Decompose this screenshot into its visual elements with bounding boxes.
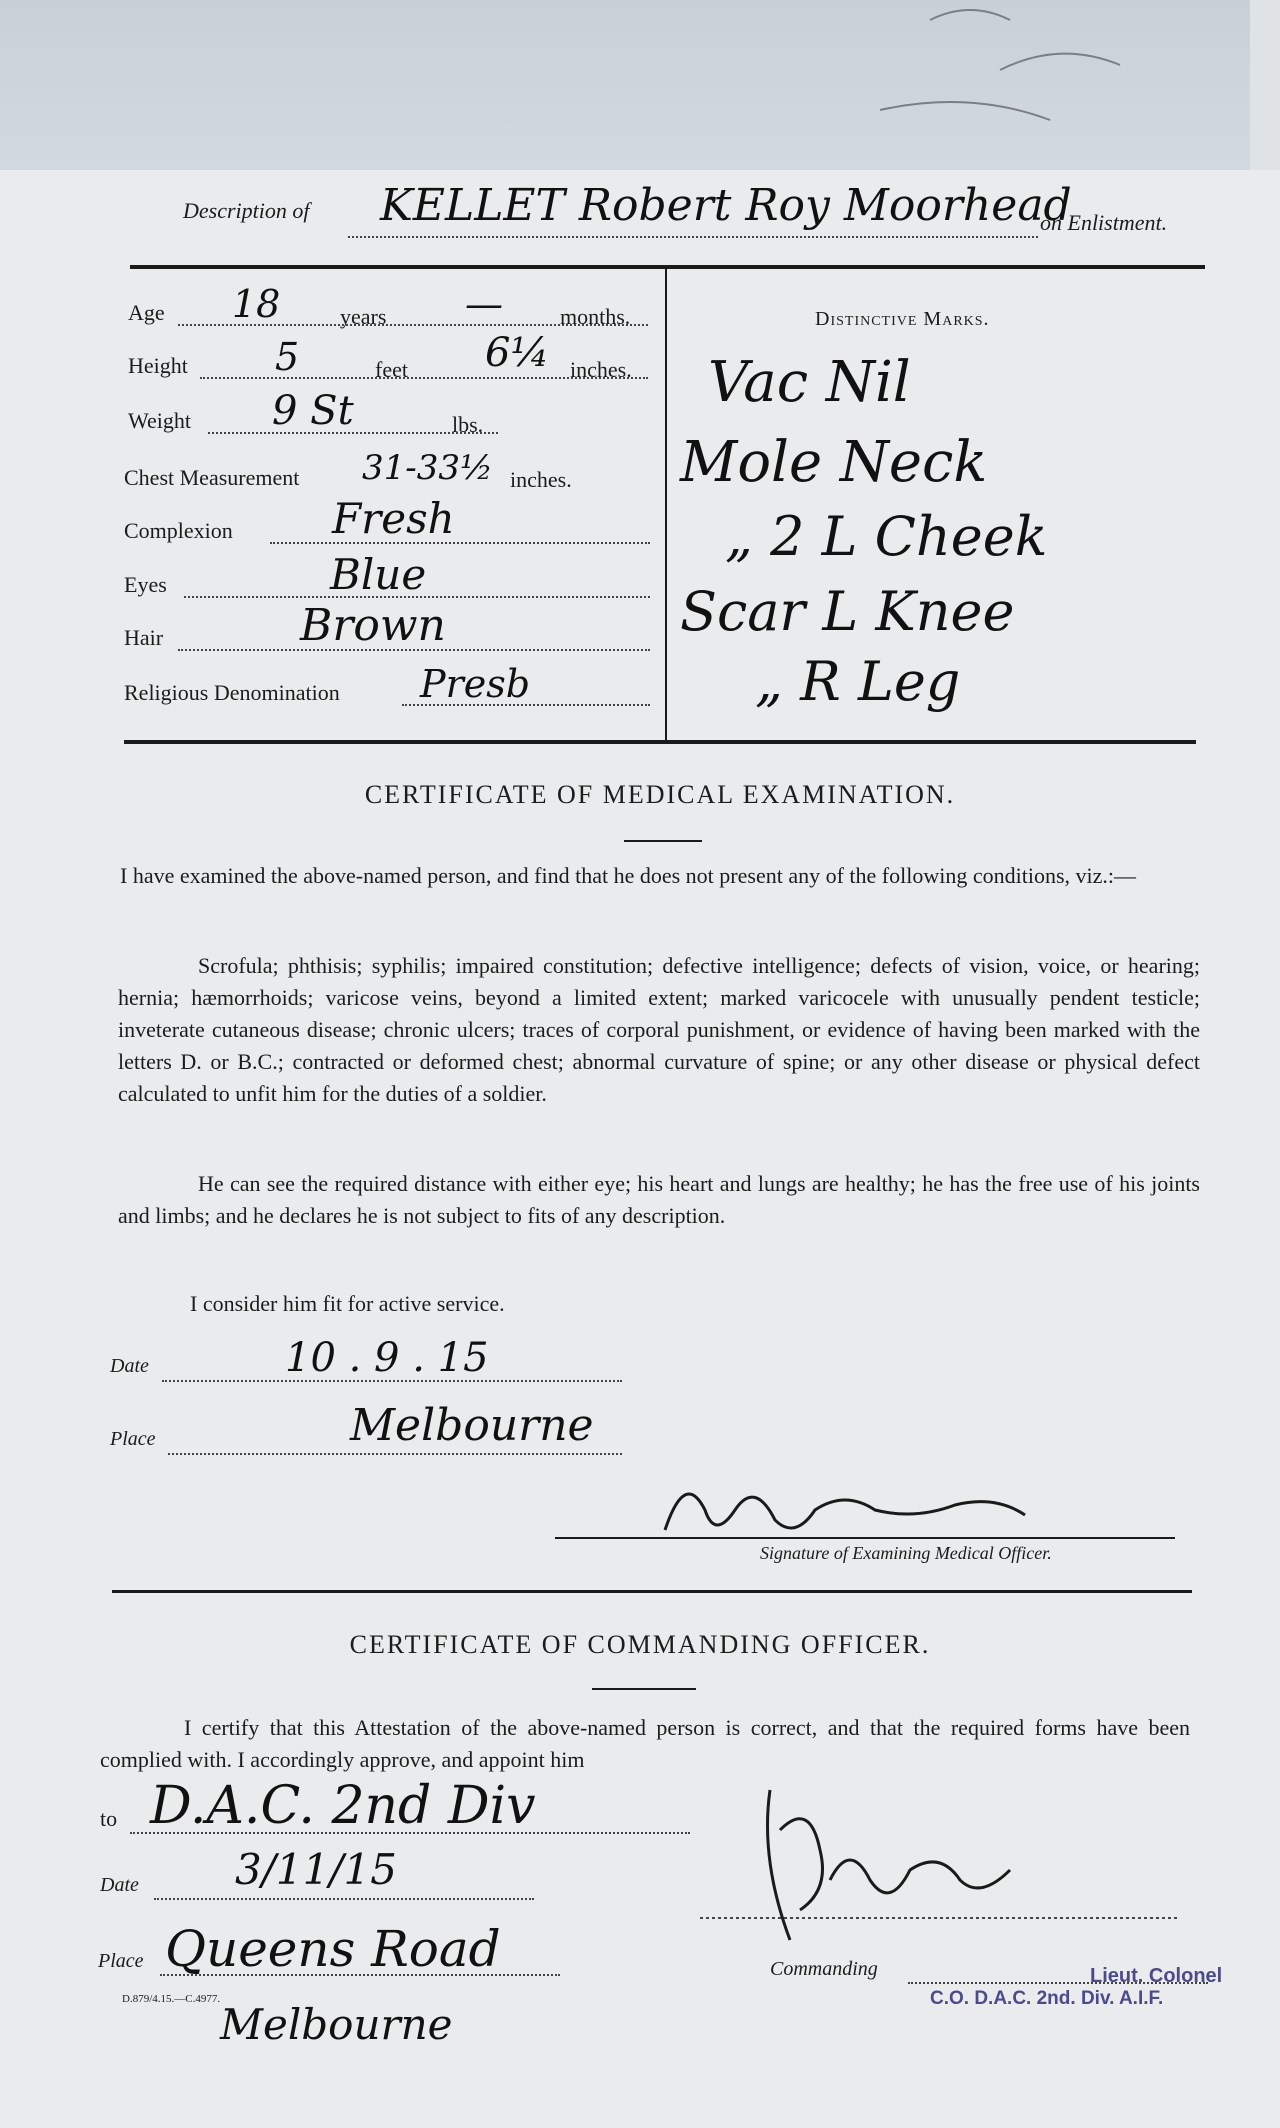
commanding-certify: I certify that this Attestation of the above-named person is correct, and that the required forms have been complied with. I accordingly approve, and appoint him <box>100 1715 1190 1772</box>
medical-place-line <box>168 1453 622 1455</box>
medical-date-value: 10 . 9 . 15 <box>285 1335 489 1381</box>
stamp-rank: Lieut. Colonel <box>1090 1965 1223 1987</box>
name-dotted-line <box>348 236 1038 238</box>
chest-value: 31-33½ <box>362 448 493 488</box>
commanding-date-label: Date <box>100 1874 139 1896</box>
title-underline-2 <box>592 1688 696 1690</box>
religion-label: Religious Denomination <box>124 680 340 705</box>
hair-value: Brown <box>300 600 446 651</box>
column-divider <box>665 268 667 741</box>
complexion-value: Fresh <box>332 494 455 543</box>
height-inches-value: 6¼ <box>485 330 550 376</box>
medical-signature-caption: Signature of Examining Medical Officer. <box>760 1543 1052 1563</box>
commanding-certificate-title: CERTIFICATE OF COMMANDING OFFICER. <box>349 1630 931 1659</box>
inches-label: inches. <box>570 357 632 382</box>
header-rule <box>130 265 1205 269</box>
medical-intro: I have examined the above-named person, and find that he does not present any of the following conditions, viz.:— <box>120 863 1136 888</box>
age-months-value: — <box>465 282 503 326</box>
overlapping-sheet <box>0 0 1250 170</box>
religion-value: Presb <box>420 662 531 706</box>
medical-place-label: Place <box>110 1428 156 1450</box>
weight-value: 9 St <box>272 388 354 434</box>
complexion-label: Complexion <box>124 518 233 543</box>
feet-label: feet <box>375 357 408 382</box>
medical-place-value: Melbourne <box>350 1400 594 1451</box>
medical-certificate-title: CERTIFICATE OF MEDICAL EXAMINATION. <box>364 780 956 809</box>
marks-line-2: Mole Neck <box>680 430 988 495</box>
eyes-value: Blue <box>330 550 427 599</box>
height-feet-value: 5 <box>275 335 300 379</box>
age-label: Age <box>128 300 165 325</box>
distinctive-marks-title: Distinctive Marks. <box>815 308 990 330</box>
medical-consider: I consider him fit for active service. <box>190 1291 505 1316</box>
commanding-label: Commanding <box>770 1958 878 1980</box>
commanding-date-value: 3/11/15 <box>235 1845 397 1894</box>
stamp-unit: C.O. D.A.C. 2nd. Div. A.I.F. <box>930 1988 1164 2009</box>
eyes-label: Eyes <box>124 572 167 597</box>
commanding-place-label: Place <box>98 1950 144 1972</box>
appoint-to-value: D.A.C. 2nd Div <box>150 1776 536 1836</box>
medical-date-label: Date <box>110 1355 149 1377</box>
complexion-line <box>270 542 650 544</box>
chest-label: Chest Measurement <box>124 465 300 490</box>
section-rule-1 <box>124 740 1196 744</box>
weight-label: Weight <box>128 408 191 433</box>
commanding-place-value: Queens Road <box>165 1920 501 1978</box>
commanding-date-line <box>154 1898 534 1900</box>
appoint-to-label: to <box>100 1806 118 1831</box>
months-label: months. <box>560 304 631 329</box>
marks-line-1: Vac Nil <box>708 350 911 415</box>
lbs-label: lbs. <box>452 412 484 437</box>
faint-handwriting-marks <box>0 0 1250 170</box>
title-underline-1 <box>624 840 702 842</box>
marks-line-4: Scar L Knee <box>680 580 1015 643</box>
commanding-place-value-2: Melbourne <box>220 2000 453 2049</box>
years-label: years <box>340 304 387 329</box>
commanding-officer-signature <box>700 1770 1220 1970</box>
marks-line-5: „ R Leg <box>755 650 961 713</box>
height-label: Height <box>128 353 188 378</box>
soldier-name: KELLET Robert Roy Moorhead <box>380 180 1072 231</box>
hair-label: Hair <box>124 625 164 650</box>
print-code: D.879/4.15.—C.4977. <box>122 1993 221 2005</box>
chest-inches-label: inches. <box>510 467 572 492</box>
section-rule-2 <box>112 1590 1192 1593</box>
marks-line-3: „ 2 L Cheek <box>725 505 1048 568</box>
medical-conditions: Scrofula; phthisis; syphilis; impaired constitution; defective intelligence; defects of vision, voice, or hearing; hernia; hæmorrhoids; varicose veins, beyond a limited extent; marked varicocele with unusually pendent testicle; inveterate cutaneous disease; chronic ulcers; traces of corporal punishment, or evidence of having been marked with the letters D. or B.C.; contracted or deformed chest; abnormal curvature of spine; or any other disease or physical defect calculated to unfit him for the duties of a soldier. <box>118 953 1200 1106</box>
age-years-value: 18 <box>232 282 281 326</box>
description-suffix: on Enlistment. <box>1040 210 1168 235</box>
description-prefix: Description of <box>183 198 310 223</box>
medical-fitness: He can see the required distance with either eye; his heart and lungs are healthy; he has the free use of his joints and limbs; and he declares he is not subject to fits of any description. <box>118 1171 1200 1228</box>
